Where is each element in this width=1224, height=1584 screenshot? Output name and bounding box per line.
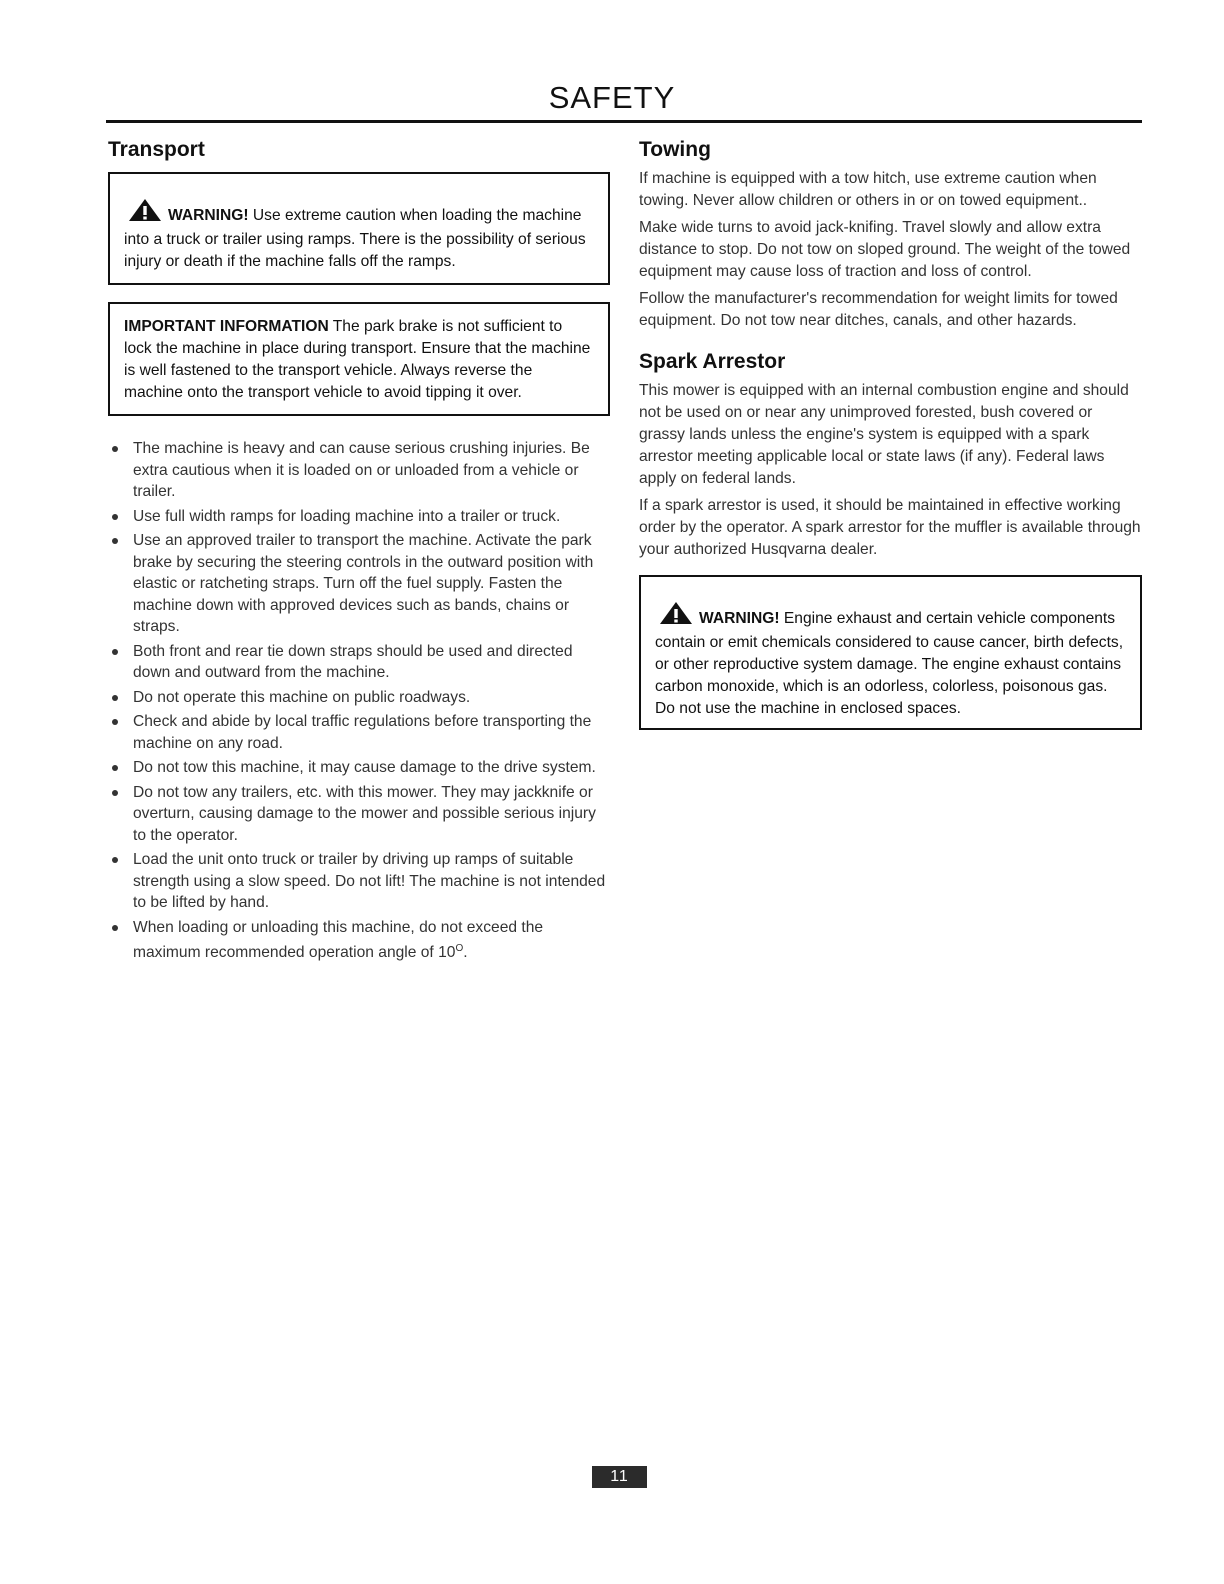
list-item: Do not operate this machine on public roadways. <box>108 687 610 709</box>
spark-arrestor-heading: Spark Arrestor <box>639 350 786 373</box>
transport-bullet-list <box>108 438 610 964</box>
list-item: Use an approved trailer to transport the machine. Activate the park brake by securing the steering controls in the outward position with elastic or ratcheting straps. Turn off the fuel supply. Fasten the machine down with approved devices such as bands, chains or straps. <box>108 530 610 638</box>
transport-heading: Transport <box>108 138 205 161</box>
list-item: Both front and rear tie down straps should be used and directed down and outward from the machine. <box>108 641 610 684</box>
page-title: SAFETY <box>548 80 676 115</box>
towing-paragraph: Make wide turns to avoid jack-knifing. Travel slowly and allow extra distance to stop. Do not tow on sloped ground. The weight of the towed equipment may cause loss of traction and loss of control. <box>639 219 1131 280</box>
list-item: Do not tow any trailers, etc. with this mower. They may jackknife or overturn, causing damage to the mower and possible serious injury to the operator. <box>108 782 610 847</box>
important-information-label: IMPORTANT INFORMATION <box>124 318 329 335</box>
list-item: The machine is heavy and can cause serious crushing injuries. Be extra cautious when it is loaded on or unloaded from a vehicle or trailer. <box>108 438 610 503</box>
bullet-dot-icon <box>112 538 118 544</box>
warning-label: WARNING! <box>699 610 780 627</box>
left-column <box>108 138 610 967</box>
towing-paragraph: If machine is equipped with a tow hitch, use extreme caution when towing. Never allow children or others in or on towed equipment.. <box>639 170 1097 209</box>
bullet-dot-icon <box>112 695 118 701</box>
warning-text: Use extreme caution when loading the machine into a truck or trailer using ramps. There is the possibility of serious injury or death if the machine falls off the ramps. <box>124 207 586 270</box>
list-item: Do not tow this machine, it may cause damage to the drive system. <box>108 757 610 779</box>
list-item: Load the unit onto truck or trailer by driving up ramps of suitable strength using a slow speed. Do not lift! The machine is not intended to be lifted by hand. <box>108 849 610 914</box>
warning-text: Engine exhaust and certain vehicle components contain or emit chemicals considered to cause cancer, birth defects, or other reproductive system damage. The engine exhaust contains carbon monoxide, which is an odorless, colorless, poisonous gas. Do not use the machine in enclosed spaces. <box>655 610 1124 717</box>
bullet-dot-icon <box>112 857 118 863</box>
bullet-dot-icon <box>112 790 118 796</box>
bullet-dot-icon <box>112 446 118 452</box>
bullet-dot-icon <box>112 719 118 725</box>
exhaust-warning-box <box>639 575 1142 730</box>
page-number: 11 <box>592 1466 647 1488</box>
bullet-dot-icon <box>112 649 118 655</box>
bullet-dot-icon <box>112 514 118 520</box>
warning-label: WARNING! <box>168 207 249 224</box>
bullet-dot-icon <box>112 925 118 931</box>
list-item: Use full width ramps for loading machine into a trailer or truck. <box>108 506 610 528</box>
transport-warning-box <box>108 172 610 285</box>
bullet-dot-icon <box>112 765 118 771</box>
towing-heading: Towing <box>639 138 711 161</box>
spark-arrestor-paragraph: This mower is equipped with an internal combustion engine and should not be used on or near any unimproved forested, bush covered or grassy lands unless the engine's system is equipped with a spark arrestor meeting applicable local or state laws (if any). Federal laws apply on federal lands. <box>639 382 1129 487</box>
list-item: Check and abide by local traffic regulations before transporting the machine on any road. <box>108 711 610 754</box>
degree-superscript: O <box>455 943 464 954</box>
important-information-box <box>108 302 610 416</box>
important-information-text: The park brake is not sufficient to lock the machine in place during transport. Ensure that the machine is well fastened to the transport vehicle. Always reverse the machine onto the transport vehicle to avoid tipping it over. <box>124 318 591 401</box>
spark-arrestor-paragraph: If a spark arrestor is used, it should be maintained in effective working order by the operator. A spark arrestor for the muffler is available through your authorized Husqvarna dealer. <box>639 497 1141 558</box>
list-item: When loading or unloading this machine, do not exceed the maximum recommended operation angle of $10^O$. <box>108 917 610 964</box>
title-divider <box>106 120 1142 123</box>
towing-paragraph: Follow the manufacturer's recommendation for weight limits for towed equipment. Do not tow near ditches, canals, and other hazards. <box>639 290 1118 329</box>
warning-triangle-icon <box>659 601 693 632</box>
right-column <box>639 138 1142 730</box>
warning-triangle-icon <box>128 198 162 229</box>
